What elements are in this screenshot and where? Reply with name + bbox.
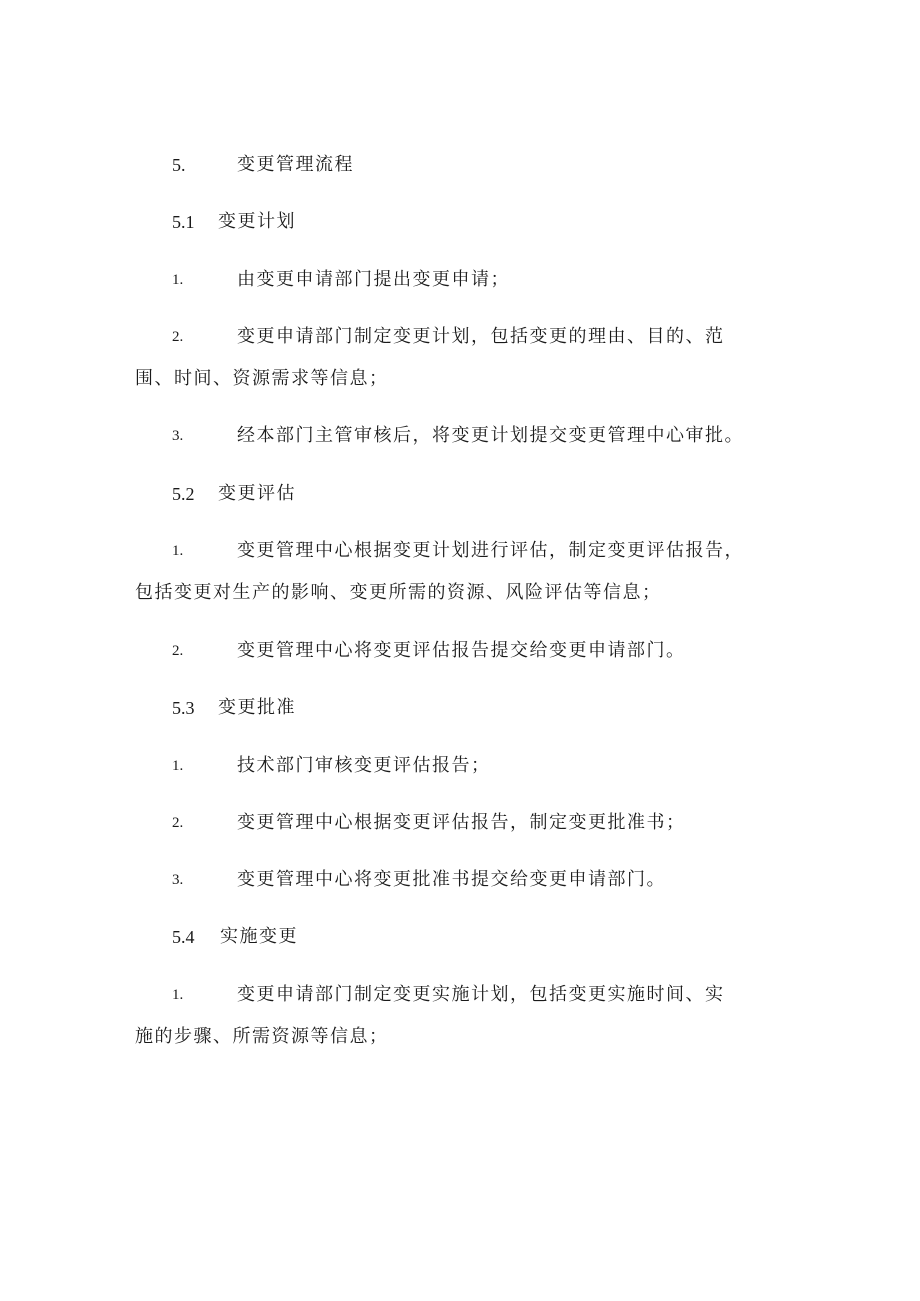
item-text: 变更申请部门制定变更实施计划，包括变更实施时间、实 bbox=[237, 984, 725, 1005]
item-text: 变更管理中心将变更评估报告提交给变更申请部门。 bbox=[237, 640, 686, 661]
item-text: 变更申请部门制定变更计划，包括变更的理由、目的、范 bbox=[237, 326, 725, 347]
item-text: 变更管理中心将变更批准书提交给变更申请部门。 bbox=[237, 869, 666, 890]
subsection-title: 实施变更 bbox=[220, 926, 298, 947]
item-number: 3. bbox=[172, 872, 184, 888]
item-number: 3. bbox=[172, 428, 184, 444]
subsection-number: 5.1 bbox=[172, 212, 195, 232]
subsection-title: 变更评估 bbox=[218, 483, 296, 504]
item-text: 技术部门审核变更评估报告； bbox=[237, 755, 491, 776]
item-text: 围、时间、资源需求等信息； bbox=[135, 368, 389, 389]
subsection-number: 5.3 bbox=[172, 698, 195, 718]
subsection-title: 变更批准 bbox=[218, 697, 296, 718]
item-text: 经本部门主管审核后，将变更计划提交变更管理中心审批。 bbox=[237, 425, 744, 446]
subsection-title: 变更计划 bbox=[218, 211, 296, 232]
item-number: 2. bbox=[172, 815, 184, 831]
item-text: 由变更申请部门提出变更申请； bbox=[237, 269, 510, 290]
item-number: 1. bbox=[172, 987, 184, 1003]
subsection-number: 5.4 bbox=[172, 927, 195, 947]
section-number: 5. bbox=[172, 155, 186, 175]
item-text: 变更管理中心根据变更评估报告，制定变更批准书； bbox=[237, 812, 686, 833]
item-number: 1. bbox=[172, 758, 184, 774]
item-number: 2. bbox=[172, 643, 184, 659]
section-title: 变更管理流程 bbox=[237, 154, 354, 175]
item-text: 施的步骤、所需资源等信息； bbox=[135, 1026, 389, 1047]
item-text: 变更管理中心根据变更计划进行评估，制定变更评估报告， bbox=[237, 540, 744, 561]
item-number: 1. bbox=[172, 543, 184, 559]
item-number: 1. bbox=[172, 272, 184, 288]
item-text: 包括变更对生产的影响、变更所需的资源、风险评估等信息； bbox=[135, 582, 662, 603]
subsection-number: 5.2 bbox=[172, 484, 195, 504]
item-number: 2. bbox=[172, 329, 184, 345]
